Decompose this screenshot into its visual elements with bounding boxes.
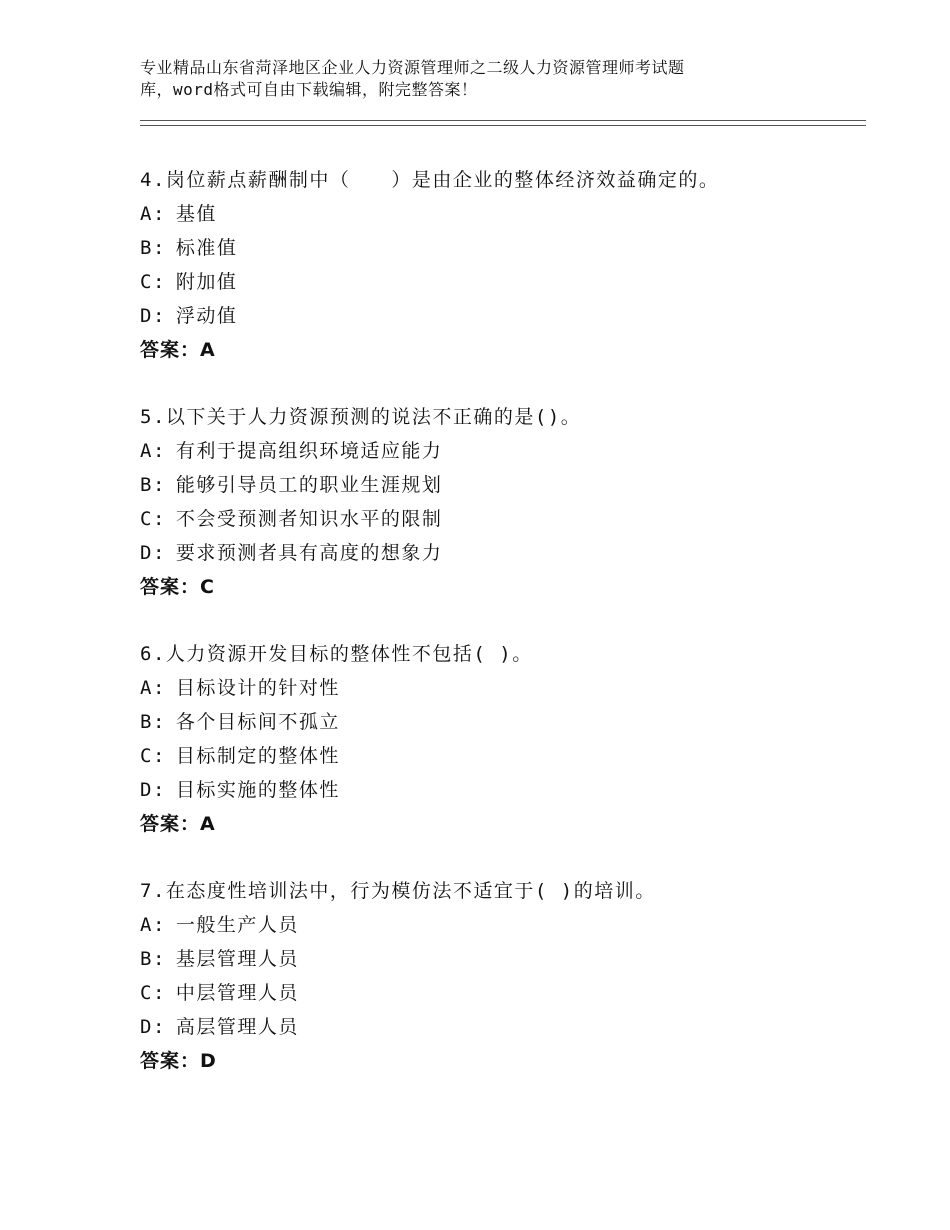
option-text: 中层管理人员 xyxy=(175,982,299,1004)
option-b xyxy=(140,705,866,739)
option-a xyxy=(140,908,866,942)
option-text: 目标设计的针对性 xyxy=(175,677,340,699)
option-key: C: xyxy=(140,745,166,767)
question-list xyxy=(140,163,866,1111)
option-text: 附加值 xyxy=(175,271,238,293)
option-text: 不会受预测者知识水平的限制 xyxy=(175,508,443,530)
option-a xyxy=(140,197,866,231)
question-text: 4.岗位薪点薪酬制中（ ）是由企业的整体经济效益确定的。 xyxy=(140,169,720,191)
option-key: D: xyxy=(140,1016,166,1038)
header-title-line-1: 专业精品山东省菏泽地区企业人力资源管理师之二级人力资源管理师考试题 xyxy=(140,58,685,77)
option-text: 浮动值 xyxy=(175,305,238,327)
option-c xyxy=(140,265,866,299)
option-key: C: xyxy=(140,508,166,530)
option-d xyxy=(140,773,866,807)
option-key: D: xyxy=(140,542,166,564)
option-c xyxy=(140,976,866,1010)
option-b xyxy=(140,942,866,976)
option-text: 基层管理人员 xyxy=(175,948,299,970)
option-key: B: xyxy=(140,474,166,496)
option-b xyxy=(140,231,866,265)
option-text: 一般生产人员 xyxy=(175,914,299,936)
option-text: 要求预测者具有高度的想象力 xyxy=(175,542,443,564)
option-key: D: xyxy=(140,779,166,801)
option-d xyxy=(140,536,866,570)
option-key: A: xyxy=(140,203,166,225)
question-text: 6.人力资源开发目标的整体性不包括( )。 xyxy=(140,643,533,665)
option-key: C: xyxy=(140,271,166,293)
option-text: 标准值 xyxy=(175,237,238,259)
option-key: A: xyxy=(140,914,166,936)
option-key: C: xyxy=(140,982,166,1004)
option-key: B: xyxy=(140,711,166,733)
answer-line: 答案：A xyxy=(140,813,216,835)
option-key: D: xyxy=(140,305,166,327)
answer-line: 答案：D xyxy=(140,1050,217,1072)
option-d xyxy=(140,1010,866,1044)
option-c xyxy=(140,502,866,536)
header-title-line-2: 库，word格式可自由下载编辑，附完整答案！ xyxy=(140,80,478,99)
option-text: 有利于提高组织环境适应能力 xyxy=(175,440,443,462)
header-divider xyxy=(140,120,866,126)
question-5 xyxy=(140,400,866,604)
option-b xyxy=(140,468,866,502)
option-text: 基值 xyxy=(175,203,217,225)
option-a xyxy=(140,671,866,705)
option-c xyxy=(140,739,866,773)
question-text: 5.以下关于人力资源预测的说法不正确的是()。 xyxy=(140,406,582,428)
option-a xyxy=(140,434,866,468)
option-text: 各个目标间不孤立 xyxy=(175,711,340,733)
option-key: A: xyxy=(140,440,166,462)
option-text: 高层管理人员 xyxy=(175,1016,299,1038)
option-key: B: xyxy=(140,237,166,259)
option-key: B: xyxy=(140,948,166,970)
question-4 xyxy=(140,163,866,367)
question-7 xyxy=(140,874,866,1078)
answer-line: 答案：C xyxy=(140,576,215,598)
option-text: 目标制定的整体性 xyxy=(175,745,340,767)
answer-line: 答案：A xyxy=(140,339,216,361)
question-6 xyxy=(140,637,866,841)
option-d xyxy=(140,299,866,333)
option-key: A: xyxy=(140,677,166,699)
question-text: 7.在态度性培训法中，行为模仿法不适宜于( )的培训。 xyxy=(140,880,656,902)
option-text: 能够引导员工的职业生涯规划 xyxy=(175,474,443,496)
option-text: 目标实施的整体性 xyxy=(175,779,340,801)
document-header xyxy=(140,57,780,101)
